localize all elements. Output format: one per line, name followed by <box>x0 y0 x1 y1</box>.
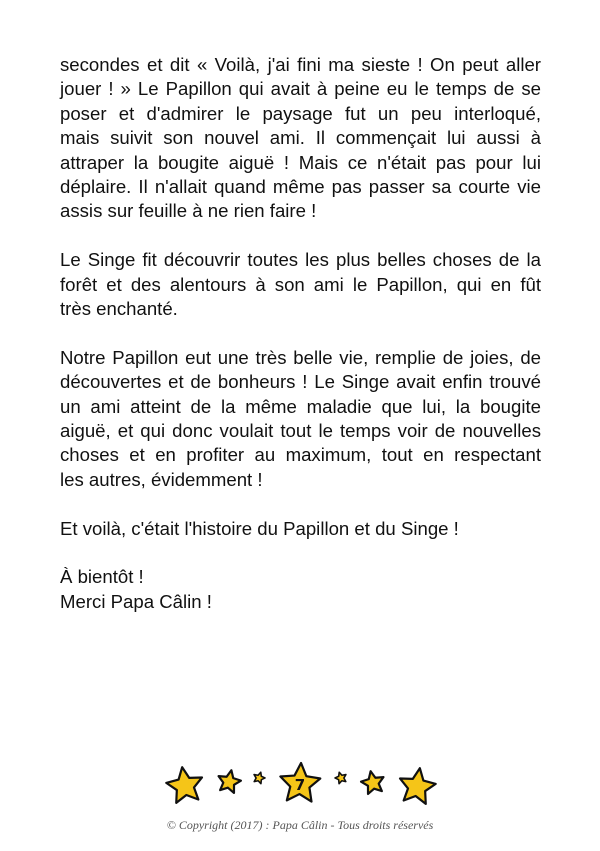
star-icon <box>361 771 383 794</box>
star-icon <box>219 770 241 793</box>
text-line: forêt et des alentours à son ami le Papillon, qui en fût <box>60 273 541 295</box>
text-line: attraper la bougite aiguë ! Mais ce n'était pas pour lui <box>60 151 541 173</box>
text-line: À bientôt ! <box>60 566 144 588</box>
paragraph-2 <box>60 248 541 321</box>
paragraph-4 <box>60 517 541 541</box>
star-icon <box>400 768 436 804</box>
text-line: déplaire. Il n'allait quand même pas passer sa courte vie <box>60 176 541 198</box>
star-icon <box>254 772 265 783</box>
star-icon <box>335 772 346 783</box>
text-line: Merci Papa Câlin ! <box>60 590 212 612</box>
page-number: 7 <box>294 776 306 794</box>
text-line: poser et d'admirer le paysage fut un peu interloqué, <box>60 102 541 124</box>
story-text <box>60 53 541 639</box>
text-line: très enchanté. <box>60 298 178 320</box>
star-decoration <box>155 760 445 810</box>
text-line: choses et en profiter au maximum, tout en respectant <box>60 444 541 466</box>
star-icon <box>166 767 202 803</box>
text-line: découvertes et de bonheurs ! Le Singe avait enfin trouvé <box>60 371 541 393</box>
paragraph-closing <box>60 565 541 614</box>
text-line: mais suivit son nouvel ami. Il commençait lui aussi à <box>60 127 541 149</box>
text-line: Notre Papillon eut une très belle vie, remplie de joies, de <box>60 346 541 368</box>
paragraph-1 <box>60 53 541 224</box>
copyright-notice: © Copyright (2017) : Papa Câlin - Tous droits réservés <box>166 818 434 832</box>
text-line: assis sur feuille à ne rien faire ! <box>60 200 317 222</box>
text-line: aiguë, et qui donc voulait tout le temps voir de nouvelles <box>60 420 541 442</box>
text-line: jouer ! » Le Papillon qui avait à peine eu le temps de se <box>60 78 541 100</box>
text-line: un ami atteint de la même maladie que lui, la bougite <box>60 395 541 417</box>
text-line: secondes et dit « Voilà, j'ai fini ma sieste ! On peut aller <box>60 54 541 75</box>
paragraph-3 <box>60 346 541 492</box>
text-line: Et voilà, c'était l'histoire du Papillon et du Singe ! <box>60 517 459 539</box>
text-line: les autres, évidemment ! <box>60 468 263 490</box>
text-line: Le Singe fit découvrir toutes les plus belles choses de la <box>60 249 541 271</box>
